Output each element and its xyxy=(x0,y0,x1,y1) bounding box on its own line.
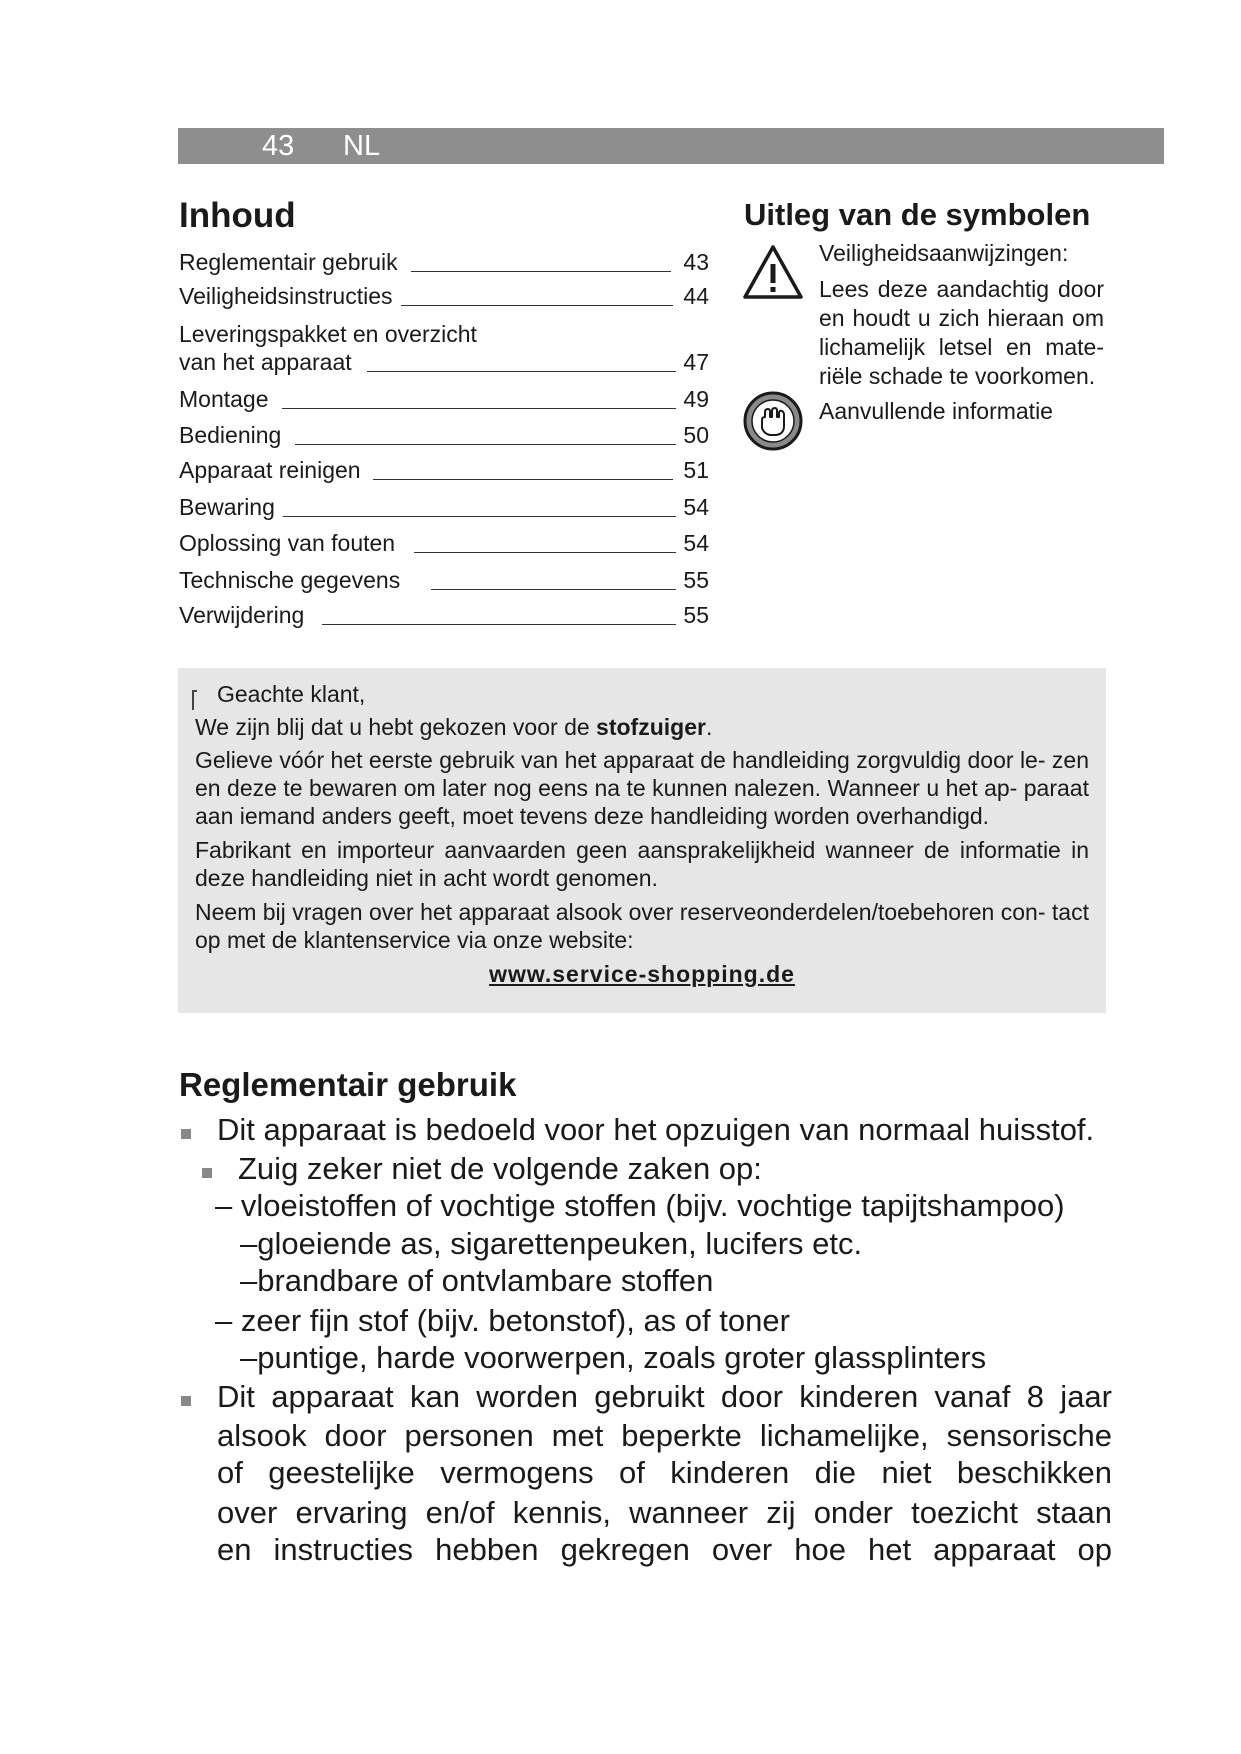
warning-label: Veiligheidsaanwijzingen: xyxy=(819,240,1069,266)
hand-info-icon xyxy=(742,390,804,452)
usage-bullet-1: Dit apparaat is bedoeld voor het opzuigen van normaal huisstof. xyxy=(217,1112,1095,1147)
toc-entry[interactable] xyxy=(179,601,709,629)
usage-item: –gloeiende as, sigarettenpeuken, lucifers etc. xyxy=(240,1226,863,1261)
toc-entry-page: 47 xyxy=(677,348,709,376)
intro-post: . xyxy=(705,714,713,740)
toc-entry-page: 44 xyxy=(677,282,709,310)
toc-entry[interactable] xyxy=(179,529,709,557)
bullet-icon xyxy=(202,1168,212,1178)
corner-mark xyxy=(192,690,197,710)
warning-text: Lees deze aandachtig door en houdt u zich hieraan om lichamelijk letsel en mate- riële schade te voorkomen. xyxy=(819,276,1104,389)
intro-text xyxy=(195,713,1089,741)
language-code: NL xyxy=(343,130,381,162)
toc-entry-page: 43 xyxy=(677,248,709,276)
toc-entry-label-line1: Leveringspakket en overzicht xyxy=(179,321,477,347)
notice-paragraph-1: Gelieve vóór het eerste gebruik van het apparaat de handleiding zorgvuldig door le- zen en deze te bewaren om later nog eens na te kunnen nalezen. Wanneer u het ap- paraat aan iemand anders geeft, moet tevens deze handleiding worden overhandigd. xyxy=(195,747,1089,829)
toc-entry[interactable] xyxy=(179,421,709,449)
intro-pre: We zijn blij dat u hebt gekozen voor de xyxy=(195,714,597,740)
toc-entry-page: 55 xyxy=(677,566,709,594)
toc-entry-page: 50 xyxy=(677,421,709,449)
bullet-icon xyxy=(181,1129,191,1139)
usage-item: – vloeistoffen of vochtige stoffen (bijv. vochtige tapijtshampoo) xyxy=(215,1188,1065,1223)
usage-item: –puntige, harde voorwerpen, zoals groter glassplinters xyxy=(240,1340,987,1375)
usage-sub-bullet: Zuig zeker niet de volgende zaken op: xyxy=(238,1151,762,1186)
usage-bullet-2-line: Dit apparaat kan worden gebruikt door kinderen vanaf 8 jaar xyxy=(217,1379,1112,1414)
usage-bullet-2-line: over ervaring en/of kennis, wanneer zij onder toezicht staan xyxy=(217,1495,1112,1530)
usage-bullet-2-line: en instructies hebben gekregen over hoe het apparaat op xyxy=(217,1532,1112,1567)
toc-entry-label: Montage xyxy=(179,386,277,412)
toc-entry-page: 54 xyxy=(677,493,709,521)
usage-bullet-2-line: of geestelijke vermogens of kinderen die niet beschikken xyxy=(217,1455,1112,1490)
toc-entry[interactable] xyxy=(179,348,709,376)
warning-triangle-icon xyxy=(742,244,804,300)
toc-leader xyxy=(414,552,676,553)
toc-title: Inhoud xyxy=(179,196,296,235)
toc-leader xyxy=(282,408,676,409)
greeting: Geachte klant, xyxy=(217,681,366,707)
toc-entry-page: 54 xyxy=(677,529,709,557)
usage-item: – zeer fijn stof (bijv. betonstof), as of toner xyxy=(215,1303,790,1338)
toc-leader xyxy=(401,305,673,306)
toc-entry-label: Oplossing van fouten xyxy=(179,530,403,556)
notice-paragraph-3: Neem bij vragen over het apparaat alsook over reserveonderdelen/toebehoren con- tact op met de klantenservice via onze website: xyxy=(195,899,1089,953)
toc-entry-label: Veiligheidsinstructies xyxy=(179,283,401,309)
toc-entry-label: Bediening xyxy=(179,422,289,448)
toc-leader xyxy=(411,271,671,272)
customer-notice-box xyxy=(178,668,1106,1013)
toc-entry[interactable] xyxy=(179,385,709,413)
toc-entry-label: Technische gegevens xyxy=(179,567,408,593)
toc-leader xyxy=(367,371,676,372)
toc-entry[interactable] xyxy=(179,248,709,276)
product-name: stofzuiger xyxy=(596,714,706,740)
toc-entry[interactable] xyxy=(179,566,709,594)
toc-entry[interactable] xyxy=(179,282,709,310)
toc-leader xyxy=(283,516,676,517)
notice-paragraph-2: Fabrikant en importeur aanvaarden geen aansprakelijkheid wanneer de informatie in deze handleiding niet in acht wordt genomen. xyxy=(195,837,1089,891)
bullet-icon xyxy=(181,1396,191,1406)
toc-entry-page: 55 xyxy=(677,601,709,629)
toc-entry-page: 49 xyxy=(677,385,709,413)
toc-entry-page: 51 xyxy=(677,456,709,484)
toc-entry[interactable] xyxy=(179,493,709,521)
toc-entry-label: Apparaat reinigen xyxy=(179,457,369,483)
toc-entry-label: Verwijdering xyxy=(179,602,312,628)
toc-leader xyxy=(295,444,676,445)
info-label: Aanvullende informatie xyxy=(819,398,1053,424)
page-number: 43 xyxy=(262,130,295,162)
toc-leader xyxy=(431,589,676,590)
toc-entry-label: van het apparaat xyxy=(179,349,360,375)
service-website-link[interactable]: www.service-shopping.de xyxy=(489,961,795,987)
toc-leader xyxy=(373,479,673,480)
page-header-bar xyxy=(178,128,1164,164)
toc-leader xyxy=(322,624,676,625)
section-title: Reglementair gebruik xyxy=(179,1066,517,1103)
toc-entry-label: Bewaring xyxy=(179,494,283,520)
toc-entry-label: Reglementair gebruik xyxy=(179,249,406,275)
toc-entry[interactable] xyxy=(179,456,709,484)
symbols-title: Uitleg van de symbolen xyxy=(744,197,1091,232)
usage-item: –brandbare of ontvlambare stoffen xyxy=(240,1263,714,1298)
usage-bullet-2-line: alsook door personen met beperkte lichamelijke, sensorische xyxy=(217,1418,1112,1453)
